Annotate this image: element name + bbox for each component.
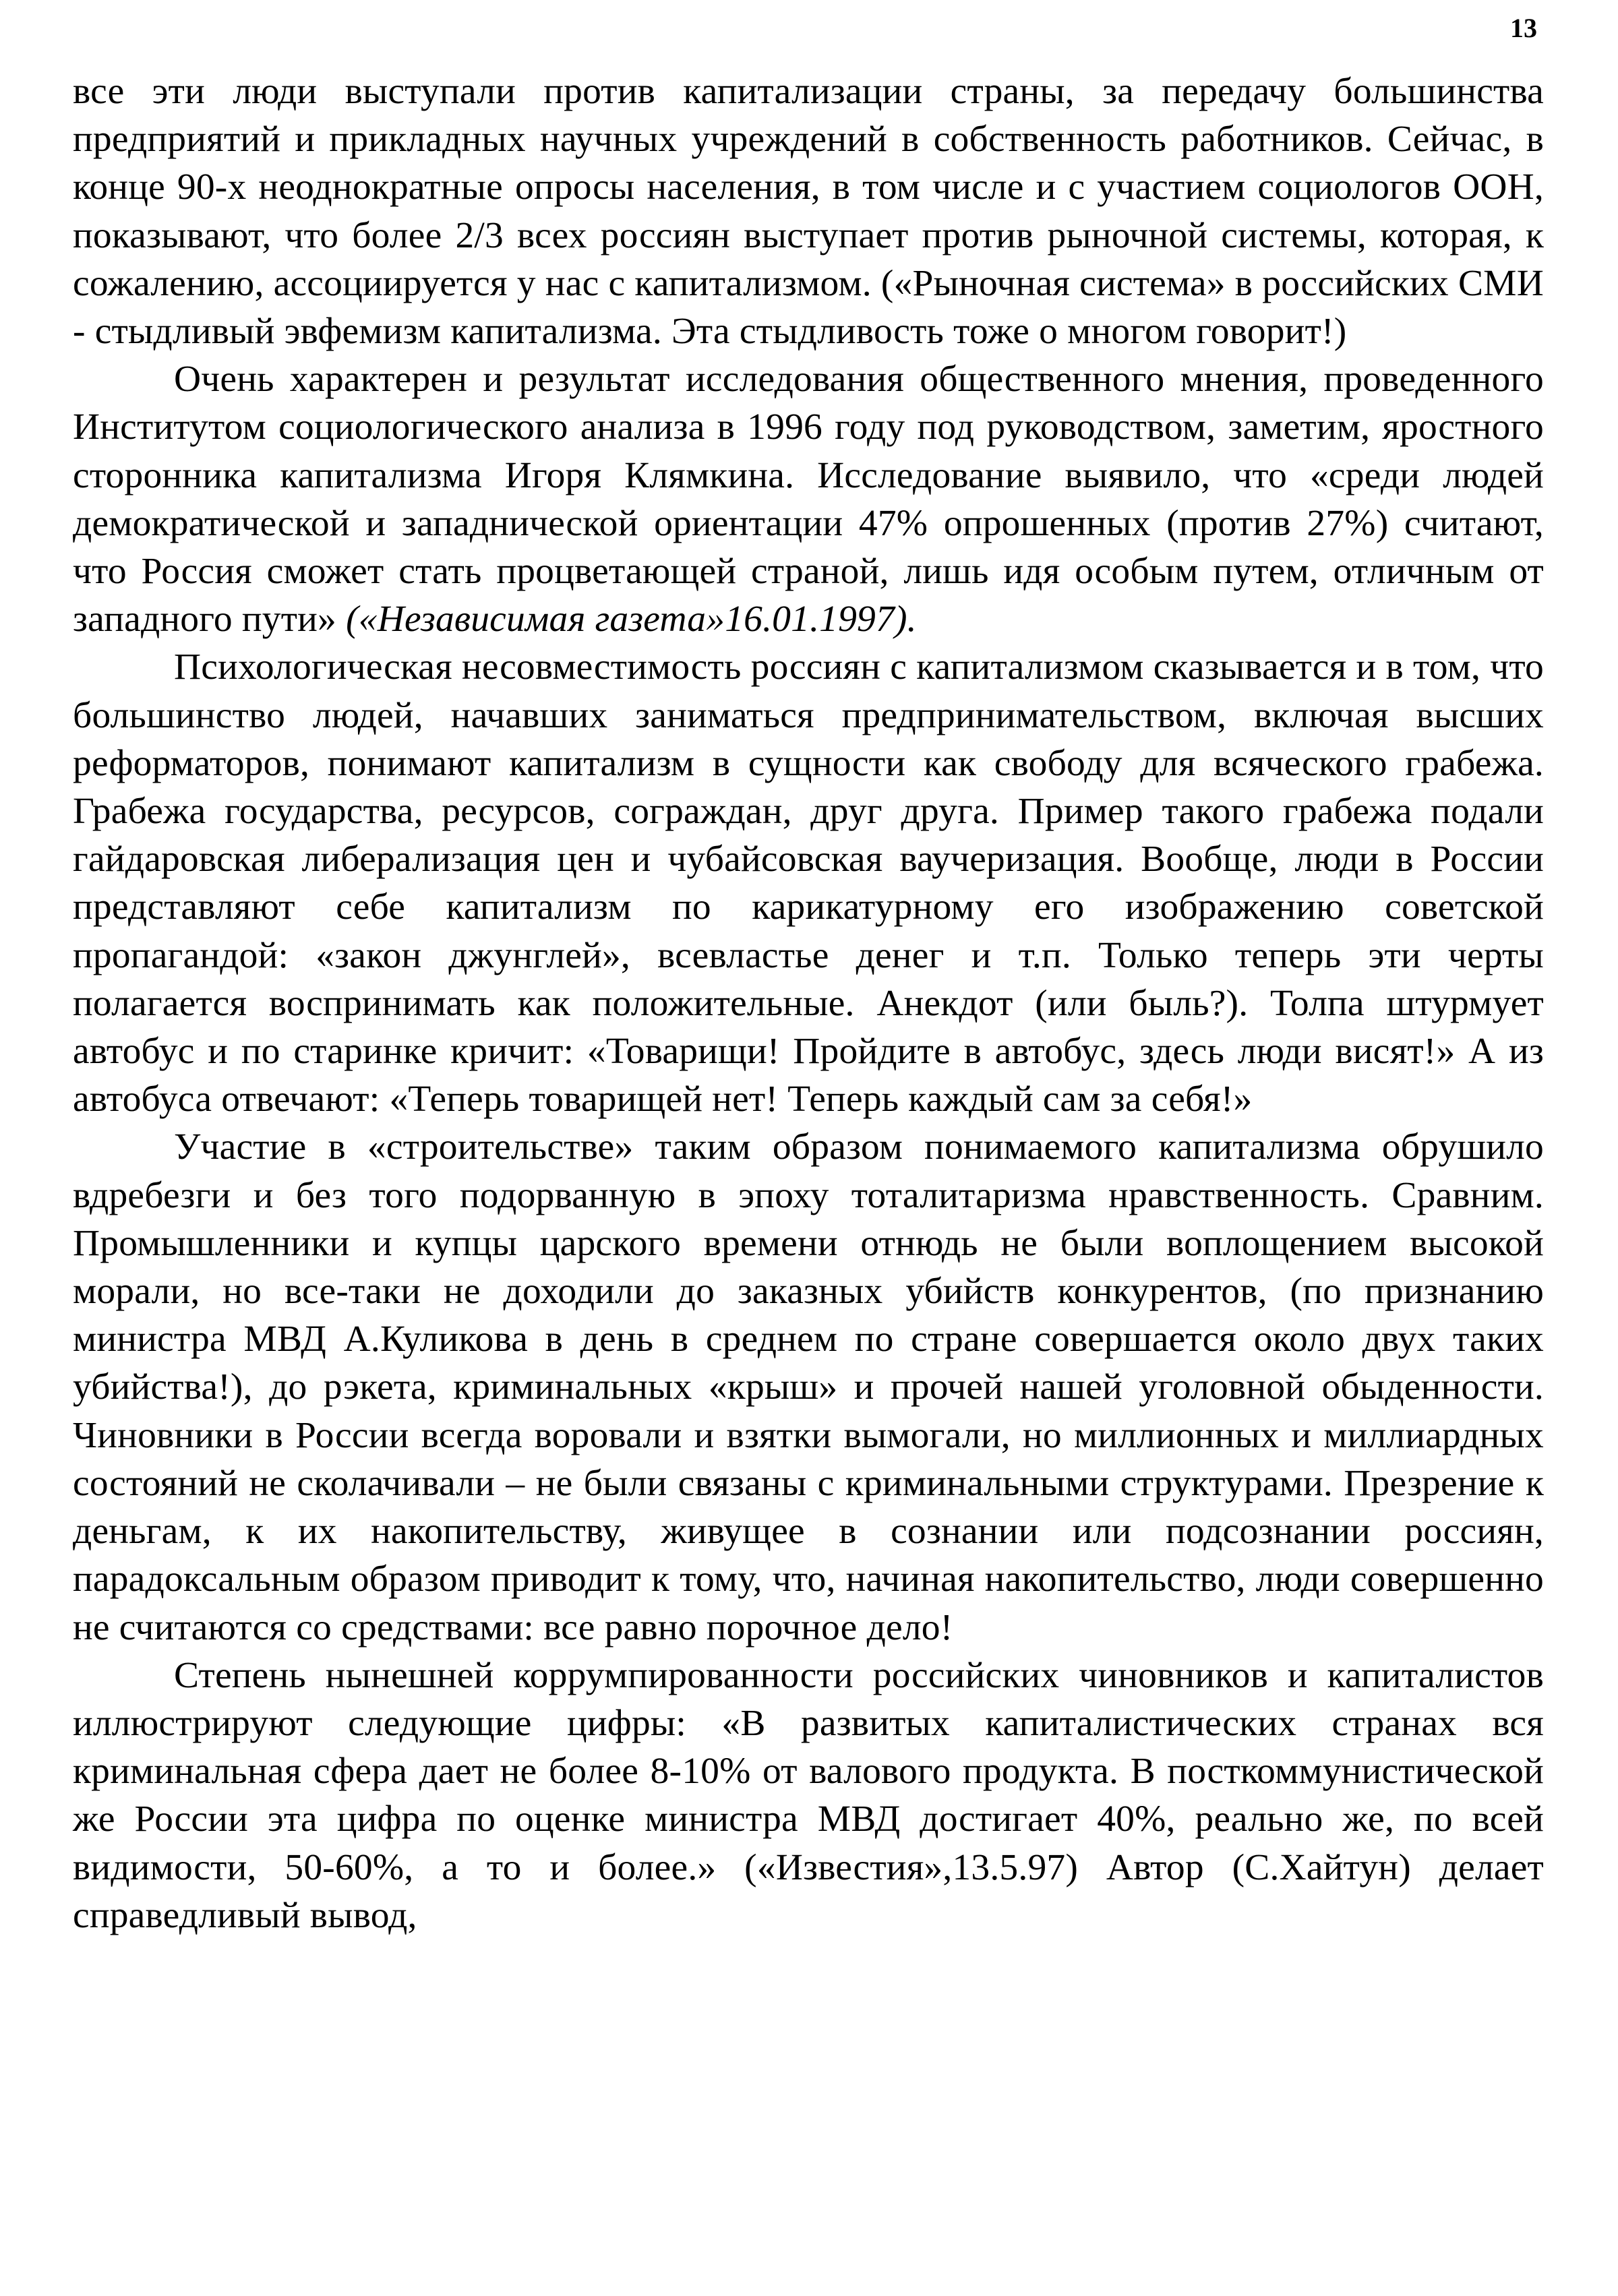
paragraph-4: Участие в «строительстве» таким образом понимаемого капитализма обрушило вдребезги и без того подорванную в эпоху тоталитаризма нравственность. Сравним. Промышленники и купцы царского времени отнюдь не были воплощением высокой морали, но все-таки не доходили до заказных убийств конкурентов, (по признанию министра МВД А.Куликова в день в среднем по стране совершается около двух таких убийства!), до рэкета, криминальных «крыш» и прочей нашей уголовной обыденности. Чиновники в России всегда воровали и взятки вымогали, но миллионных и миллиардных состояний не сколачивали – не были связаны с криминальными структурами. Презрение к деньгам, к их накопительству, живущее в сознании или подсознании россиян, парадоксальным образом приводит к тому, что, начиная накопительство, люди совершенно не считаются со средствами: все равно порочное дело! <box>73 1126 1544 1648</box>
paragraph-1: все эти люди выступали против капитализации страны, за передачу большинства предприятий и прикладных научных учреждений в собственность работников. Сейчас, в конце 90-х неоднократные опросы населения, в том числе и с участием социологов ООН, показывают, что более 2/3 всех россиян выступает против рыночной системы, которая, к сожалению, ассоциируется у нас с капитализмом. («Рыночная система» в российских СМИ - стыдливый эвфемизм капитализма. Эта стыдливость тоже о многом говорит!) <box>73 71 1544 353</box>
body-text <box>73 67 1544 1939</box>
paragraph-2-citation: («Независимая газета»16.01.1997). <box>346 599 917 640</box>
paragraph-2-text: Очень характерен и результат исследования общественного мнения, проведенного Институтом социологического анализа в 1996 году под руководством, заметим, яростного сторонника капитализма Игоря Клямкина. Исследование выявило, что «среди людей демократической и западнической ориентации 47% опрошенных (против 27%) считают, что Россия сможет стать процветающей страной, лишь идя особым путем, отличным от западного пути» <box>73 359 1544 640</box>
page-number: 13 <box>1510 13 1537 43</box>
paragraph-3: Психологическая несовместимость россиян с капитализмом сказывается и в том, что большинство людей, начавших заниматься предпринимательством, включая высших реформаторов, понимают капитализм в сущности как свободу для всяческого грабежа. Грабежа государства, ресурсов, сограждан, друг друга. Пример такого грабежа подали гайдаровская либерализация цен и чубайсовская ваучеризация. Вообще, люди в России представляют себе капитализм по карикатурному его изображению советской пропагандой: «закон джунглей», всевластье денег и т.п. Только теперь эти черты полагается воспринимать как положительные. Анекдот (или быль?). Толпа штурмует автобус и по старинке кричит: «Товарищи! Пройдите в автобус, здесь люди висят!» А из автобуса отвечают: «Теперь товарищей нет! Теперь каждый сам за себя!» <box>73 646 1544 1120</box>
paragraph-2 <box>73 355 1544 643</box>
paragraph-5: Степень нынешней коррумпированности российских чиновников и капиталистов иллюстрируют следующие цифры: «В развитых капиталистических странах вся криминальная сфера дает не более 8-10% от валового продукта. В посткоммунистической же России эта цифра по оценке министра МВД достигает 40%, реально же, по всей видимости, 50-60%, а то и более.» («Известия»,13.5.97) Автор (С.Хайтун) делает справедливый вывод, <box>73 1654 1544 1936</box>
